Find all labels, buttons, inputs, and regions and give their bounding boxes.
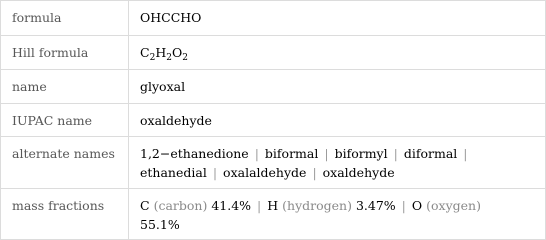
table-row-alternate-names xyxy=(1,137,546,189)
separator: | xyxy=(324,146,329,161)
separator: | xyxy=(312,165,317,180)
mass-symbol-carbon: C xyxy=(140,198,150,213)
mass-percent-hydrogen: 3.47% xyxy=(355,198,396,213)
row-value-mass-fractions xyxy=(129,189,546,240)
separator: | xyxy=(463,146,468,161)
mass-element-oxygen: (oxygen) xyxy=(426,198,481,213)
row-label-formula: formula xyxy=(1,1,129,36)
alternate-name: oxaldehyde xyxy=(322,165,395,180)
hill-element-c: C xyxy=(140,45,150,60)
hill-element-o: O xyxy=(171,45,183,60)
mass-symbol-hydrogen: H xyxy=(267,198,279,213)
row-value-iupac-name: oxaldehyde xyxy=(129,104,546,137)
hill-subscript-o: 2 xyxy=(182,53,188,63)
row-label-mass-fractions: mass fractions xyxy=(1,189,129,240)
table-row-name xyxy=(1,70,546,104)
separator: | xyxy=(257,198,262,213)
row-label-alternate-names: alternate names xyxy=(1,137,129,189)
row-label-iupac-name: IUPAC name xyxy=(1,104,129,137)
separator: | xyxy=(401,198,406,213)
row-value-alternate-names xyxy=(129,137,546,189)
row-label-name: name xyxy=(1,70,129,104)
separator: | xyxy=(254,146,259,161)
row-value-name: glyoxal xyxy=(129,70,546,104)
row-label-hill-formula: Hill formula xyxy=(1,36,129,70)
hill-subscript-c: 2 xyxy=(149,53,156,63)
table-row-iupac-name xyxy=(1,104,546,137)
alternate-name: diformal xyxy=(403,146,458,161)
mass-symbol-oxygen: O xyxy=(411,198,423,213)
row-value-formula: OHCCHO xyxy=(129,1,546,36)
hill-element-h: H xyxy=(155,45,167,60)
mass-percent-carbon: 41.4% xyxy=(211,198,252,213)
alternate-name: biformyl xyxy=(334,146,388,161)
alternate-name: ethanedial xyxy=(140,165,207,180)
alternate-name: oxalaldehyde xyxy=(223,165,307,180)
mass-element-hydrogen: (hydrogen) xyxy=(282,198,352,213)
table-row-mass-fractions xyxy=(1,189,546,240)
hill-subscript-h: 2 xyxy=(166,53,172,63)
alternate-name: 1,2−ethanedione xyxy=(140,146,249,161)
separator: | xyxy=(393,146,398,161)
table-row-formula xyxy=(1,1,546,36)
table-row-hill-formula xyxy=(1,36,546,70)
mass-percent-oxygen: 55.1% xyxy=(140,217,180,232)
alternate-name: biformal xyxy=(264,146,319,161)
row-value-hill-formula xyxy=(129,36,546,70)
mass-element-carbon: (carbon) xyxy=(153,198,208,213)
separator: | xyxy=(212,165,218,180)
